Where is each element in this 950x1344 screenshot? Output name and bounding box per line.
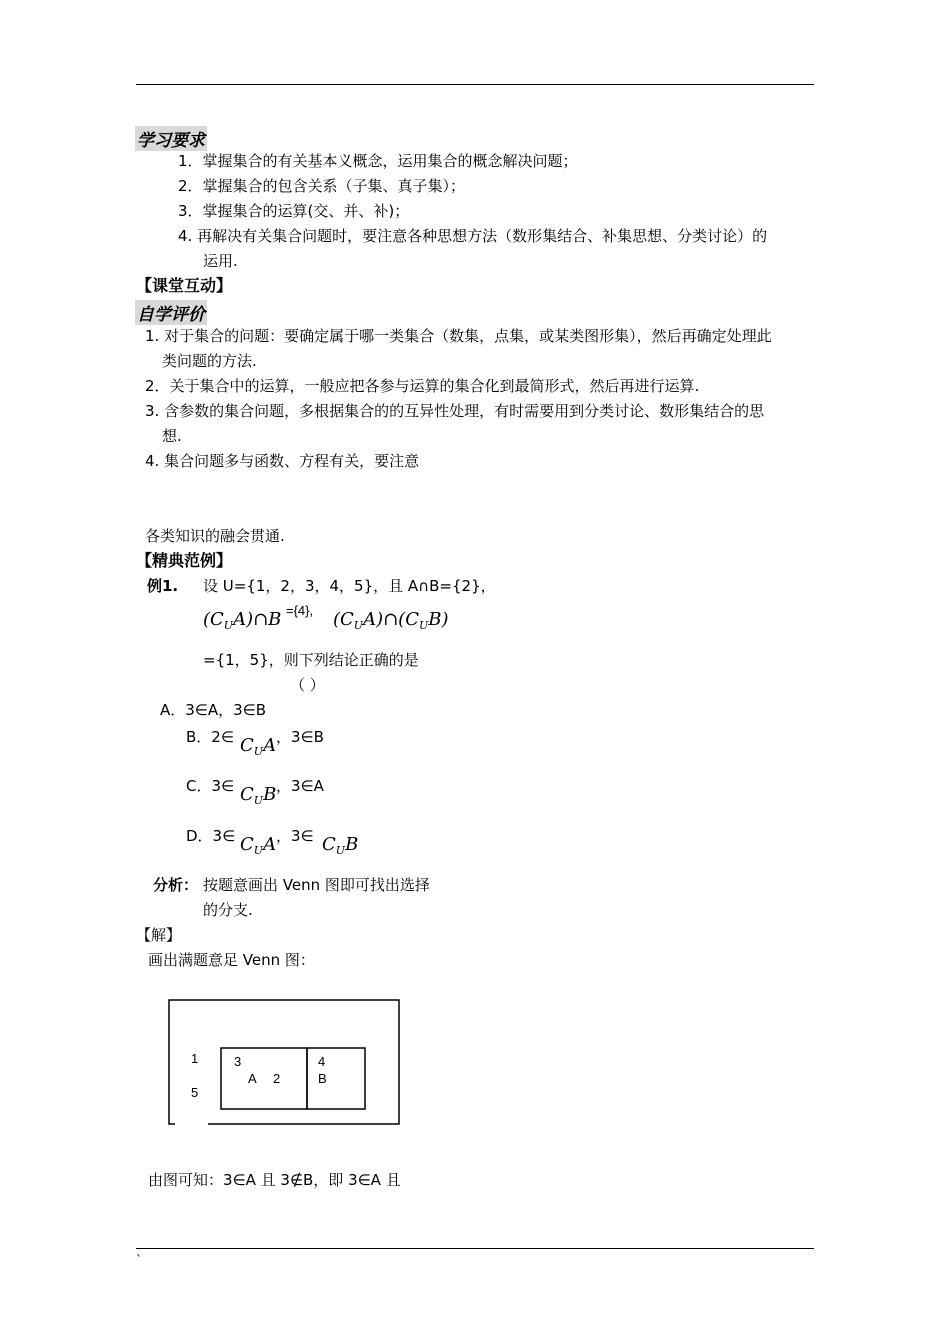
expression-cu-a-cap-cu-b: $(C_UA)\cap(C_UB)$ xyxy=(333,609,449,632)
self-eval-item: 想. xyxy=(162,427,182,445)
equals-1-5-question: ={1，5}，则下列结论正确的是 xyxy=(203,651,419,669)
venn-label-b: B xyxy=(318,1071,327,1086)
cu-b-symbol: $C_UB$ xyxy=(240,784,277,807)
venn-element-5: 5 xyxy=(191,1085,199,1100)
option-b-suffix: ，3∈B xyxy=(276,728,324,746)
venn-diagram xyxy=(166,997,404,1129)
self-eval-item: 4. 集合问题多与函数、方程有关，要注意 xyxy=(145,452,420,470)
cu-b-symbol: $C_UB$ xyxy=(322,834,359,857)
conclusion-text: 由图可知：3∈A 且 3∉B，即 3∈A 且 xyxy=(148,1171,401,1189)
option-c-prefix: C．3∈ xyxy=(186,777,235,795)
equals-4: ={4}, xyxy=(286,603,314,618)
venn-element-2: 2 xyxy=(273,1071,281,1086)
self-eval-item: 1. 对于集合的问题：要确定属于哪一类集合（数集，点集，或某类图形集），然后再确定处理此 xyxy=(145,327,772,345)
option-d-middle: ，3∈ xyxy=(276,827,314,845)
answer-parentheses: （ ） xyxy=(290,676,325,694)
self-eval-item: 各类知识的融会贯通. xyxy=(145,527,285,545)
self-eval-item: 3. 含参数的集合问题，多根据集合的的互异性处理，有时需要用到分类讨论、数形集结合的思 xyxy=(145,402,765,420)
requirement-item: 1．掌握集合的有关基本义概念，运用集合的概念解决问题； xyxy=(178,152,578,170)
expression-cu-a-cap-b: $(C_UA)\cap B$ xyxy=(203,609,282,632)
cu-a-symbol: $C_UA$ xyxy=(240,735,277,758)
requirement-item: 2．掌握集合的包含关系（子集、真子集）； xyxy=(178,177,466,195)
option-d-prefix: D．3∈ xyxy=(186,827,236,845)
venn-element-3: 3 xyxy=(234,1054,242,1069)
solution-label: 【解】 xyxy=(136,926,182,944)
self-eval-item: 2．关于集合中的运算，一般应把各参与运算的集合化到最简形式，然后再进行运算. xyxy=(145,377,700,395)
top-rule xyxy=(136,84,814,85)
set-b-region xyxy=(307,1048,365,1109)
classroom-heading: 【课堂互动】 xyxy=(136,276,233,295)
analysis-text: 的分支. xyxy=(203,901,253,919)
requirement-item: 运用. xyxy=(203,252,238,270)
option-c-suffix: ，3∈A xyxy=(276,777,324,795)
option-b-prefix: B．2∈ xyxy=(186,728,234,746)
analysis-label: 分析： xyxy=(153,876,199,894)
self-eval-item: 类问题的方法. xyxy=(162,352,257,370)
requirements-heading: 学习要求 xyxy=(135,126,207,151)
example-1-text: 设 U={1，2，3，4，5}，且 A∩B={2}， xyxy=(203,577,496,595)
cu-a-symbol: $C_UA$ xyxy=(240,834,277,857)
examples-heading: 【精典范例】 xyxy=(136,551,233,570)
footer-mark: ` xyxy=(136,1253,142,1267)
self-eval-heading: 自学评价 xyxy=(135,300,207,325)
requirement-item: 3．掌握集合的运算(交、并、补)； xyxy=(178,202,410,220)
analysis-text: 按题意画出 Venn 图即可找出选择 xyxy=(203,876,430,894)
bottom-rule xyxy=(136,1248,814,1249)
venn-label-a: A xyxy=(248,1071,257,1086)
solution-text: 画出满题意足 Venn 图： xyxy=(148,951,315,969)
venn-element-1: 1 xyxy=(191,1051,199,1066)
requirement-item: 4. 再解决有关集合问题时，要注意各种思想方法（数形集结合、补集思想、分类讨论）的 xyxy=(178,227,768,245)
option-a: A．3∈A，3∈B xyxy=(160,701,267,719)
example-1-label: 例1. xyxy=(147,577,179,595)
venn-element-4: 4 xyxy=(318,1054,326,1069)
